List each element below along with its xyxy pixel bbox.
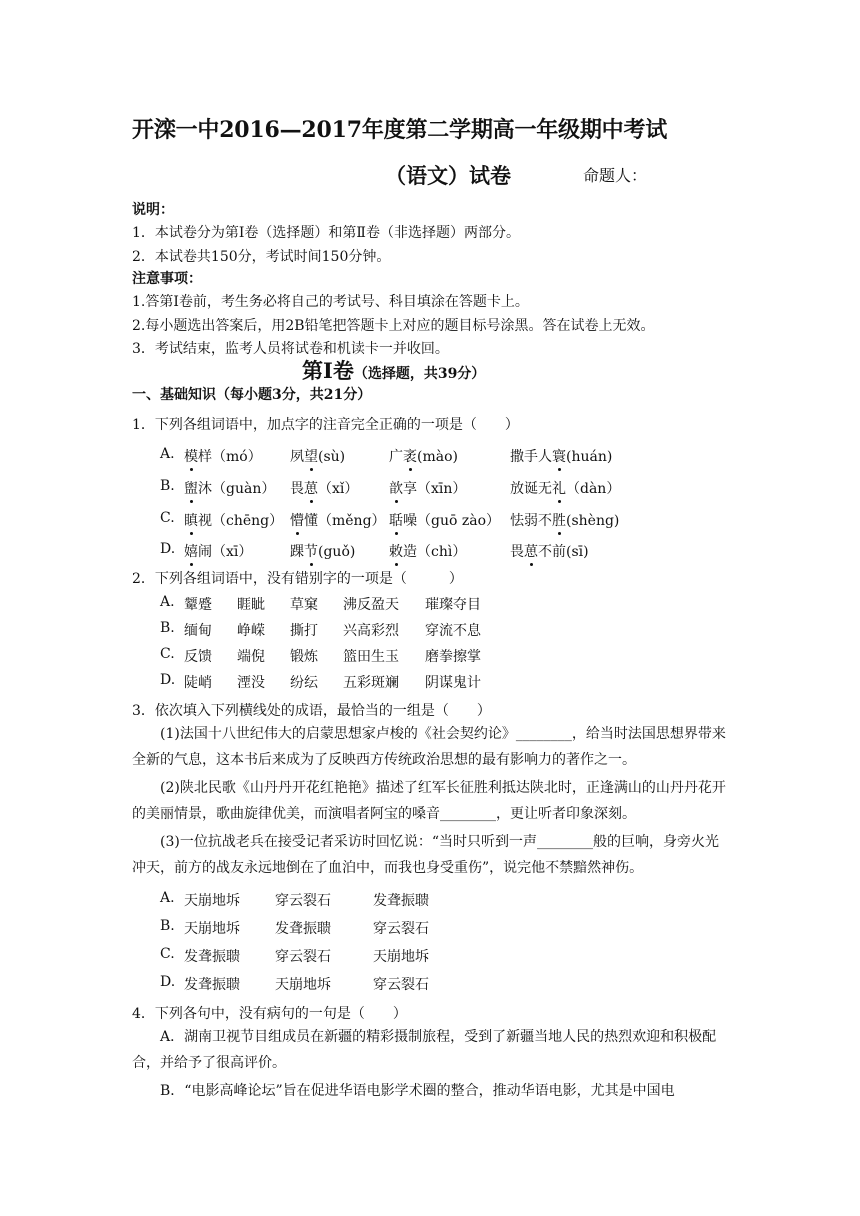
question-3-paragraph: (1)法国十八世纪伟大的启蒙思想家卢梭的《社会契约论》________，给当时法国思想界带来全新的气息，这本书后来成为了反映西方传统政治思想的最有影响力的著作之一。 bbox=[132, 726, 726, 768]
dotted-char: 盥 bbox=[184, 478, 198, 498]
option-word: 发聋振聩 bbox=[184, 977, 240, 993]
option-word: 发聋振聩 bbox=[184, 949, 240, 965]
question-2-stem: 2．下列各组词语中，没有错别字的一项是（ ） bbox=[132, 571, 463, 587]
option-word: 睚眦 bbox=[237, 597, 265, 613]
pinyin-entry bbox=[510, 541, 589, 561]
question-3-paragraph: (3)一位抗战老兵在接受记者采访时回忆说：“当时只听到一声________般的巨响，身旁火光冲天，前方的战友永远地倒在了血泊中，而我也身受重伤”，说完他不禁黯然神伤。 bbox=[132, 834, 719, 876]
option-label: B. bbox=[160, 620, 175, 636]
option-label: C. bbox=[160, 646, 175, 662]
notes-heading: 注意事项： bbox=[132, 271, 202, 287]
entry-text: （xǐ） bbox=[318, 481, 359, 497]
pinyin-entry bbox=[290, 510, 386, 530]
option-word: 磨拳擦掌 bbox=[425, 649, 481, 665]
option-word: 锻炼 bbox=[290, 649, 318, 665]
question-4-option: B．“电影高峰论坛”旨在促进华语电影学术圈的整合，推动华语电影，尤其是中国电 bbox=[160, 1083, 675, 1099]
entry-text: (shèng) bbox=[566, 513, 620, 529]
dotted-char: 瞋 bbox=[184, 510, 198, 530]
option-word: 发聋振聩 bbox=[373, 893, 429, 909]
option-word: 沸反盈天 bbox=[343, 597, 399, 613]
option-label: A. bbox=[160, 594, 175, 610]
option-label: B. bbox=[160, 918, 175, 934]
option-word: 颦蹙 bbox=[184, 597, 212, 613]
entry-text: 夙 bbox=[290, 449, 304, 465]
option-label: A. bbox=[160, 890, 175, 906]
question-3-paragraph: (2)陕北民歌《山丹丹开花红艳艳》描述了红军长征胜利抵达陕北时，正逢满山的山丹丹花开的美丽情景，歌曲旋律优美，而演唱者阿宝的嗓音________，更让听者印象深刻。 bbox=[132, 780, 726, 822]
entry-text: 样（mó） bbox=[198, 449, 262, 465]
entry-text: （dàn） bbox=[566, 481, 621, 497]
option-label: A. bbox=[160, 446, 175, 462]
dotted-char: 寰 bbox=[552, 446, 566, 466]
part-heading: 一、基础知识（每小题3分，共21分） bbox=[132, 387, 372, 403]
entry-text: (guǒ) bbox=[318, 544, 356, 560]
option-word: 穿流不息 bbox=[425, 623, 481, 639]
option-word: 湮没 bbox=[237, 675, 265, 691]
pinyin-entry bbox=[184, 478, 275, 498]
entry-text: 畏 bbox=[510, 544, 524, 560]
section-title bbox=[302, 355, 485, 385]
entry-text: 视（chēng） bbox=[198, 513, 284, 529]
pinyin-entry bbox=[389, 541, 466, 561]
option-word: 天崩地坼 bbox=[373, 949, 429, 965]
pinyin-entry bbox=[184, 446, 262, 466]
instruction-item: 2．本试卷共150分，考试时间150分钟。 bbox=[132, 249, 391, 265]
pinyin-entry bbox=[184, 510, 283, 530]
dotted-char: 嬉 bbox=[184, 541, 198, 561]
dotted-char: 懵 bbox=[290, 510, 304, 530]
option-word: 反馈 bbox=[184, 649, 212, 665]
dotted-char: 葸 bbox=[524, 541, 538, 561]
option-word: 天崩地坼 bbox=[275, 977, 331, 993]
option-word: 天崩地坼 bbox=[184, 921, 240, 937]
option-label: B. bbox=[160, 478, 175, 494]
option-word: 草窠 bbox=[290, 597, 318, 613]
section-title-main: 第Ⅰ卷 bbox=[302, 358, 354, 383]
question-3-stem: 3．依次填入下列横线处的成语，最恰当的一组是（ ） bbox=[132, 703, 491, 719]
instruction-item: 1．本试卷分为第Ⅰ卷（选择题）和第Ⅱ卷（非选择题）两部分。 bbox=[132, 225, 520, 241]
dotted-char: 模 bbox=[184, 446, 198, 466]
entry-text: 广 bbox=[389, 449, 403, 465]
entry-text: 畏 bbox=[290, 481, 304, 497]
question-4-stem: 4．下列各句中，没有病句的一句是（ ） bbox=[132, 1006, 407, 1022]
pinyin-entry bbox=[389, 478, 466, 498]
entry-text: 怯弱不 bbox=[510, 513, 552, 529]
pinyin-entry bbox=[389, 510, 500, 530]
dotted-char: 敕 bbox=[389, 541, 403, 561]
pinyin-entry bbox=[510, 446, 612, 466]
pinyin-entry bbox=[290, 478, 358, 498]
option-label: D. bbox=[160, 541, 176, 557]
entry-text: 踝 bbox=[290, 544, 304, 560]
option-word: 五彩斑斓 bbox=[343, 675, 399, 691]
question-4-option: A．湖南卫视节目组成员在新疆的精彩摄制旅程，受到了新疆当地人民的热烈欢迎和积极配合，并给予了很高评价。 bbox=[132, 1029, 717, 1071]
option-word: 峥嵘 bbox=[237, 623, 265, 639]
entry-text: (mào) bbox=[417, 449, 458, 465]
option-word: 撕打 bbox=[290, 623, 318, 639]
dotted-char: 节 bbox=[304, 541, 318, 561]
dotted-char: 葸 bbox=[304, 478, 318, 498]
option-word: 纷纭 bbox=[290, 675, 318, 691]
option-word: 兴高彩烈 bbox=[343, 623, 399, 639]
pinyin-entry bbox=[510, 478, 620, 498]
dotted-char: 歆 bbox=[389, 478, 403, 498]
entry-text: 放诞无 bbox=[510, 481, 552, 497]
dotted-char: 礼 bbox=[552, 478, 566, 498]
instructions-heading: 说明： bbox=[132, 202, 174, 218]
entry-text: 沐（guàn） bbox=[198, 481, 276, 497]
option-word: 端倪 bbox=[237, 649, 265, 665]
pinyin-entry bbox=[290, 446, 345, 466]
option-word: 穿云裂石 bbox=[275, 949, 331, 965]
option-word: 穿云裂石 bbox=[373, 921, 429, 937]
option-label: D. bbox=[160, 672, 176, 688]
option-word: 穿云裂石 bbox=[275, 893, 331, 909]
entry-text: (sù) bbox=[318, 449, 346, 465]
dotted-char: 望 bbox=[304, 446, 318, 466]
exam-title: 开滦一中2016—2017年度第二学期高一年级期中考试 bbox=[132, 117, 668, 143]
entry-text: 造（chì） bbox=[403, 544, 467, 560]
option-label: C. bbox=[160, 510, 175, 526]
entry-text: 懂（měng） bbox=[304, 513, 386, 529]
author-label: 命题人： bbox=[583, 166, 648, 185]
dotted-char: 聒 bbox=[389, 510, 403, 530]
section-title-note: （选择题，共39分） bbox=[353, 366, 486, 382]
entry-text: 撒手人 bbox=[510, 449, 552, 465]
option-word: 发聋振聩 bbox=[275, 921, 331, 937]
option-label: C. bbox=[160, 946, 175, 962]
option-word: 陡峭 bbox=[184, 675, 212, 691]
entry-text: 享（xīn） bbox=[403, 481, 467, 497]
option-word: 阴谋鬼计 bbox=[425, 675, 481, 691]
option-word: 天崩地坼 bbox=[184, 893, 240, 909]
exam-subtitle: （语文）试卷 bbox=[385, 163, 511, 188]
entry-text: 噪（guō zào） bbox=[403, 513, 501, 529]
entry-text: 闹（xī） bbox=[198, 544, 253, 560]
option-word: 穿云裂石 bbox=[373, 977, 429, 993]
note-item: 2.每小题选出答案后，用2B铅笔把答题卡上对应的题目标号涂黑。答在试卷上无效。 bbox=[132, 318, 655, 334]
pinyin-entry bbox=[290, 541, 355, 561]
question-1-stem: 1．下列各组词语中，加点字的注音完全正确的一项是（ ） bbox=[132, 417, 519, 433]
pinyin-entry bbox=[184, 541, 252, 561]
option-label: D. bbox=[160, 974, 176, 990]
option-word: 璀璨夺目 bbox=[425, 597, 481, 613]
entry-text: (huán) bbox=[566, 449, 613, 465]
option-word: 篮田生玉 bbox=[343, 649, 399, 665]
option-word: 缅甸 bbox=[184, 623, 212, 639]
dotted-char: 袤 bbox=[403, 446, 417, 466]
pinyin-entry bbox=[389, 446, 458, 466]
note-item: 3．考试结束，监考人员将试卷和机读卡一并收回。 bbox=[132, 341, 449, 357]
entry-text: 不前(sī) bbox=[538, 544, 589, 560]
note-item: 1.答第Ⅰ卷前，考生务必将自己的考试号、科目填涂在答题卡上。 bbox=[132, 294, 529, 310]
dotted-char: 胜 bbox=[552, 510, 566, 530]
pinyin-entry bbox=[510, 510, 619, 530]
